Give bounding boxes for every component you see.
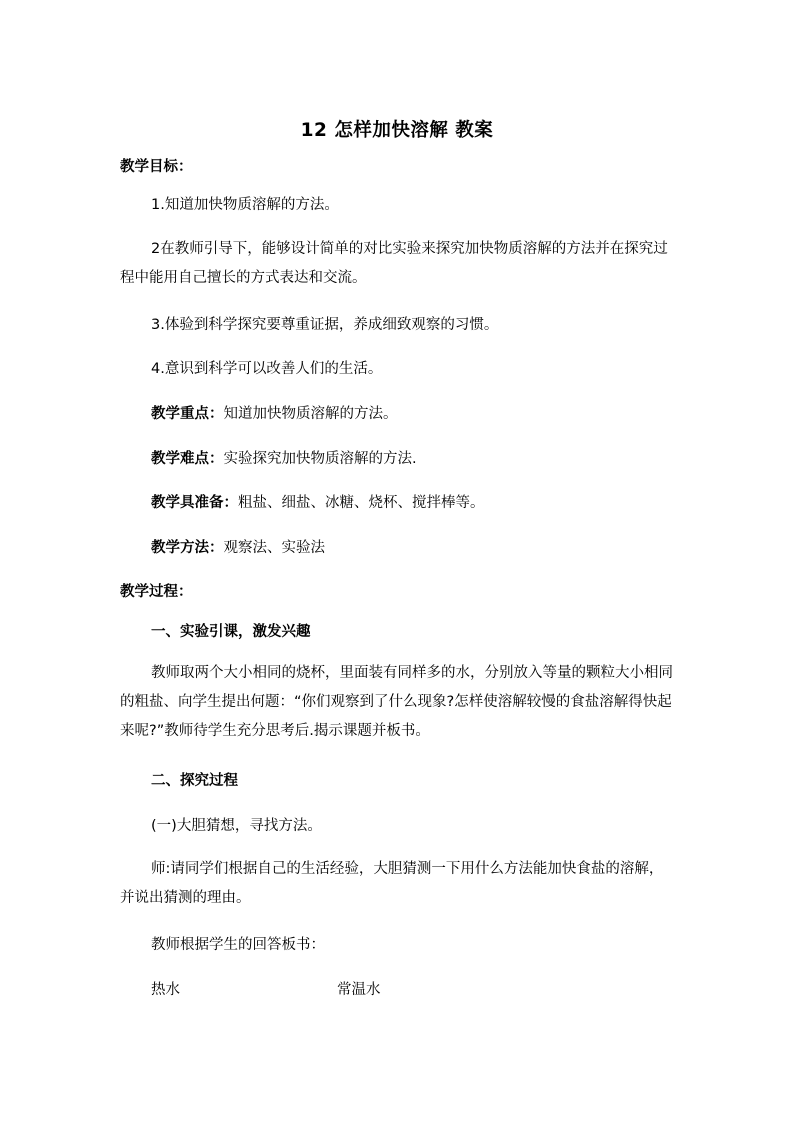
key-point-text: 知道加快物质溶解的方法。 [223, 406, 398, 422]
objective-item: 1.知道加快物质溶解的方法。 [151, 197, 339, 213]
materials-line [151, 493, 485, 513]
process-heading: 教学过程： [120, 584, 193, 600]
teacher-paragraph: 师:请同学们根据自己的生活经验，大胆猜测一下用什么方法能加快食盐的溶解，并说出猜测的理由。 [120, 861, 664, 906]
materials-label: 教学具准备： [151, 495, 238, 511]
sub1-heading: (一)大胆猜想，寻找方法。 [151, 818, 322, 834]
materials-text: 粗盐、细盐、冰糖、烧杯、搅拌棒等。 [238, 495, 485, 511]
section1-heading: 一、实验引课，激发兴趣 [151, 624, 311, 640]
difficulty-label: 教学难点： [151, 451, 224, 467]
objective-item: 4.意识到科学可以改善人们的生活。 [151, 361, 383, 377]
difficulty-line [151, 449, 417, 469]
section1-paragraph: 教师取两个大小相同的烧杯，里面装有同样多的水，分别放入等量的颗粒大小相同的粗盐、向学生提出何题：“你们观察到了什么现象?怎样使溶解较慢的食盐溶解得快起来呢?”教师待学生充分思考后.揭示课题并板书。 [120, 665, 673, 739]
board-intro: 教师根据学生的回答板书： [151, 937, 325, 953]
methods-text: 观察法、实验法 [223, 540, 325, 556]
methods-label: 教学方法： [151, 540, 224, 556]
objectives-heading: 教学目标： [120, 159, 193, 175]
objective-item: 2在教师引导下，能够设计简单的对比实验来探究加快物质溶解的方法并在探究过程中能用自己擅长的方式表达和交流。 [120, 241, 668, 286]
methods-line [151, 538, 325, 558]
board-right-item: 常温水 [337, 982, 381, 998]
objective-item: 3.体验到科学探究要尊重证据，养成细致观察的习惯。 [151, 317, 499, 333]
key-point-label: 教学重点： [151, 406, 224, 422]
section2-heading: 二、探究过程 [151, 773, 238, 789]
board-left-item: 热水 [151, 982, 180, 998]
difficulty-text: 实验探究加快物质溶解的方法. [223, 451, 417, 467]
key-point-line [151, 404, 398, 424]
page-title: 12 怎样加快溶解 教案 [300, 120, 494, 141]
